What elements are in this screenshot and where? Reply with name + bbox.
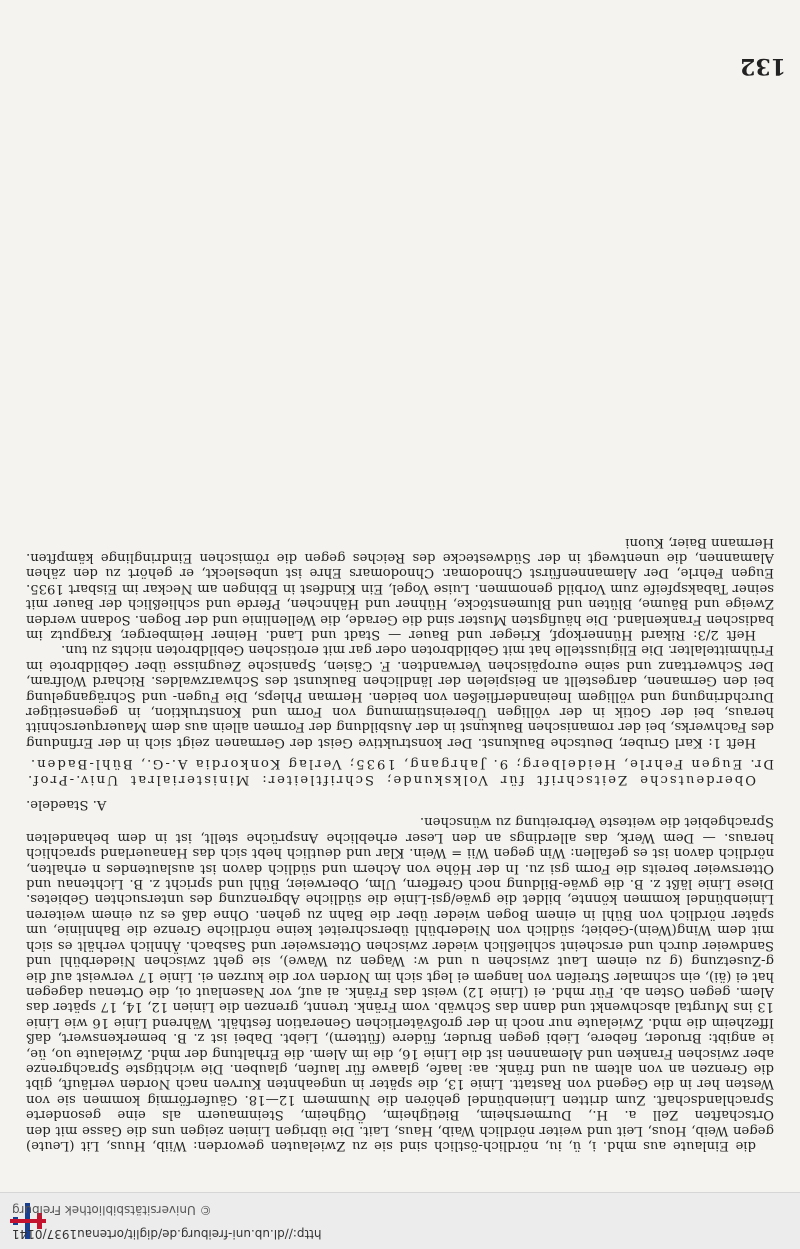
copyright-text: © Universitätsbibliothek Freiburg xyxy=(12,1203,212,1217)
signature: A. Staedele. xyxy=(26,797,107,813)
journal-heading: Oberdeutsche Zeitschrift für Volkskunde; Schriftleiter: Ministerialrat Univ.-Prof. Dr. Eugen Fehrle, Heidelberg; 9. Jahrgang, 1935; Verlag Konkordia A.-G., Bühl-Baden. xyxy=(26,756,774,787)
page-number: 132 xyxy=(740,53,786,79)
source-url[interactable]: http://dl.ub.uni-freiburg.de/diglit/ortenau1937/0141 xyxy=(12,1227,322,1241)
footer-bar xyxy=(0,1192,800,1249)
paragraph: Heft 1: Karl Gruber, Deutsche Baukunst. Der konstruktive Geist der Germanen zeigt sich in der Erfindung des Fachwerks, bei der romanischen Baukunst in der Ausbildung der Formen allein aus dem Mauerquerschnitt heraus, bei der Gotik in der völligen Übereinstimmung von Form und Konstruktion, in gegenseitiger Durchdringung und völligem Ineinanderfließen von beiden. Herman Phleps, Die Fugen- und Schrägangelung bei den Germanen, dargestellt an Beispielen der ländlichen Baukunst des Schwarzwaldes. Richard Wolfram, Der Schwerttanz und seine europäischen Verwandten. F. Cäsien, Spanische Zeugnisse über Gebildbrote im Frühmittelalter. Die Eligiusstelle hat mit Gebildbroten oder gar mit erotischen Gebildbroten nichts zu tun. xyxy=(26,642,774,750)
paragraph: Heft 2/3: Rikard Hünnerkopf, Krieger und Bauer — Stadt und Land. Heiner Heimberger, Kragputz im badischen Frankenland. Die häufigsten Muster sind die Gerade, die Wellenlinie und der Bogen. Sodann werden Zweige und Bäume, Blüten und Blumenstöcke, Hühner und Hähnchen, Pferde und schließlich der Bauer mit seiner Tabakspfeife zum Vorbild genommen. Luise Vogel, Ein Kindfest in Ebingen am Neckar im Eisbart 1935. Eugen Fehrle, Der Alamannenfürst Chnodomar. Chnodomars Ehre ist unbesleckt, er gehört zu den zähen Alamannen, die unentwegt in der Südwestecke des Reiches gegen die römischen Eindringlinge kämpften. Hermann Baier, Kuoni xyxy=(26,534,774,642)
footer-text xyxy=(0,1193,800,1249)
paragraph: die Einlaute aus mhd. i, ü, iu, nördlich-östlich sind sie zu Zwielauten geworden: Wiib, Huus, Lit (Leute) gegen Weib, Hous, Leit und weiter nördlich Waib, Haus, Lait. Die übrigen Linien zeigen uns die Gasse mit den Ortschaften Zell a. H., Durmersheim, Bietigheim, Ötigheim, Steinmauern als eine gesonderte Sprachlandschaft. Zum dritten Linienbündel gehören die Nummern 12—18. Gäuferförmig kommen sie von Westen her in die Gegend von Rastatt. Linie 13, die später in ungeahnten Kurven nach Norden verläuft, gibt die Grenzen an von altem au und fränk. aa: laafe, glaawe für laufen, glauben. Die wichtigste Sprachgrenze aber zwischen Franken und Alemannen ist die Linie 16, die im Alem. die Erhaltung der mhd. Zwielaute uo, üe, ie angibt: Bruoder, fiebere, Liebi gegen Bruder, füdere (füttern), Liebt. Dabei ist z. B. bemerkenswert, daß Iffezheim die mhd. Zwielaute nur noch in der großväterlichen Generation festhält. Während Linie 16 wie Linie 13 ins Murgtal abschwenkt und dann das Schwäb. vom Fränk. trennt, grenzen die Linien 12, 14, 17 später das Alem. gegen Osten ab. Für mhd. ei (Linie 12) weist das Fränk. ai auf, vor Nasenlaut oi, die Ortenau dagegen hat ei (äi), ein schmaler Streifen von langem ei legt sich im Norden vor die kurzen ei. Linie 17 verweist auf die g-Zusetzung (g zu einem Laut zwischen u und w: Wagen zu Wawe), sie geht zwischen Niederbühl und Sandweier durch und erscheint schließlich wieder zwischen Ottersweier und Sasbach. Ähnlich verhält es sich mit dem Wing(Wein)-Gebiet; südlich von Niederbühl überschreitet keine nördliche Grenze die Bahnlinie, um später nördlich von Bühl in einem Bogen wieder über die Bahn zu gehen. Ohne daß es zu einem weiteren Linienbündel kommen könnte, bildet die gwäe/gsi-Linie die südliche Abgrenzung des untersuchten Gebietes. Diese Linie läßt z. B. die gwäe-Bildung noch Greffern, Ulm, Oberweier, Bühl und spricht z. B. Lichtenau und Ottersweier bereits die Form gsi zu. In der Höhe von Achern und südlich davon ist auslautendes n erhalten, nördlich davon ist es gefallen: Win gegen Wii = Wein. Klar und deutlich hebt sich das Hanauerland sprachlich heraus. — Dem Werk, das allerdings an den Leser erhebliche Ansprüche stellt, ist in dem behandelten Sprachgebiet die weiteste Verbreitung zu wünschen. xyxy=(26,814,774,1153)
review-text xyxy=(26,534,774,1153)
